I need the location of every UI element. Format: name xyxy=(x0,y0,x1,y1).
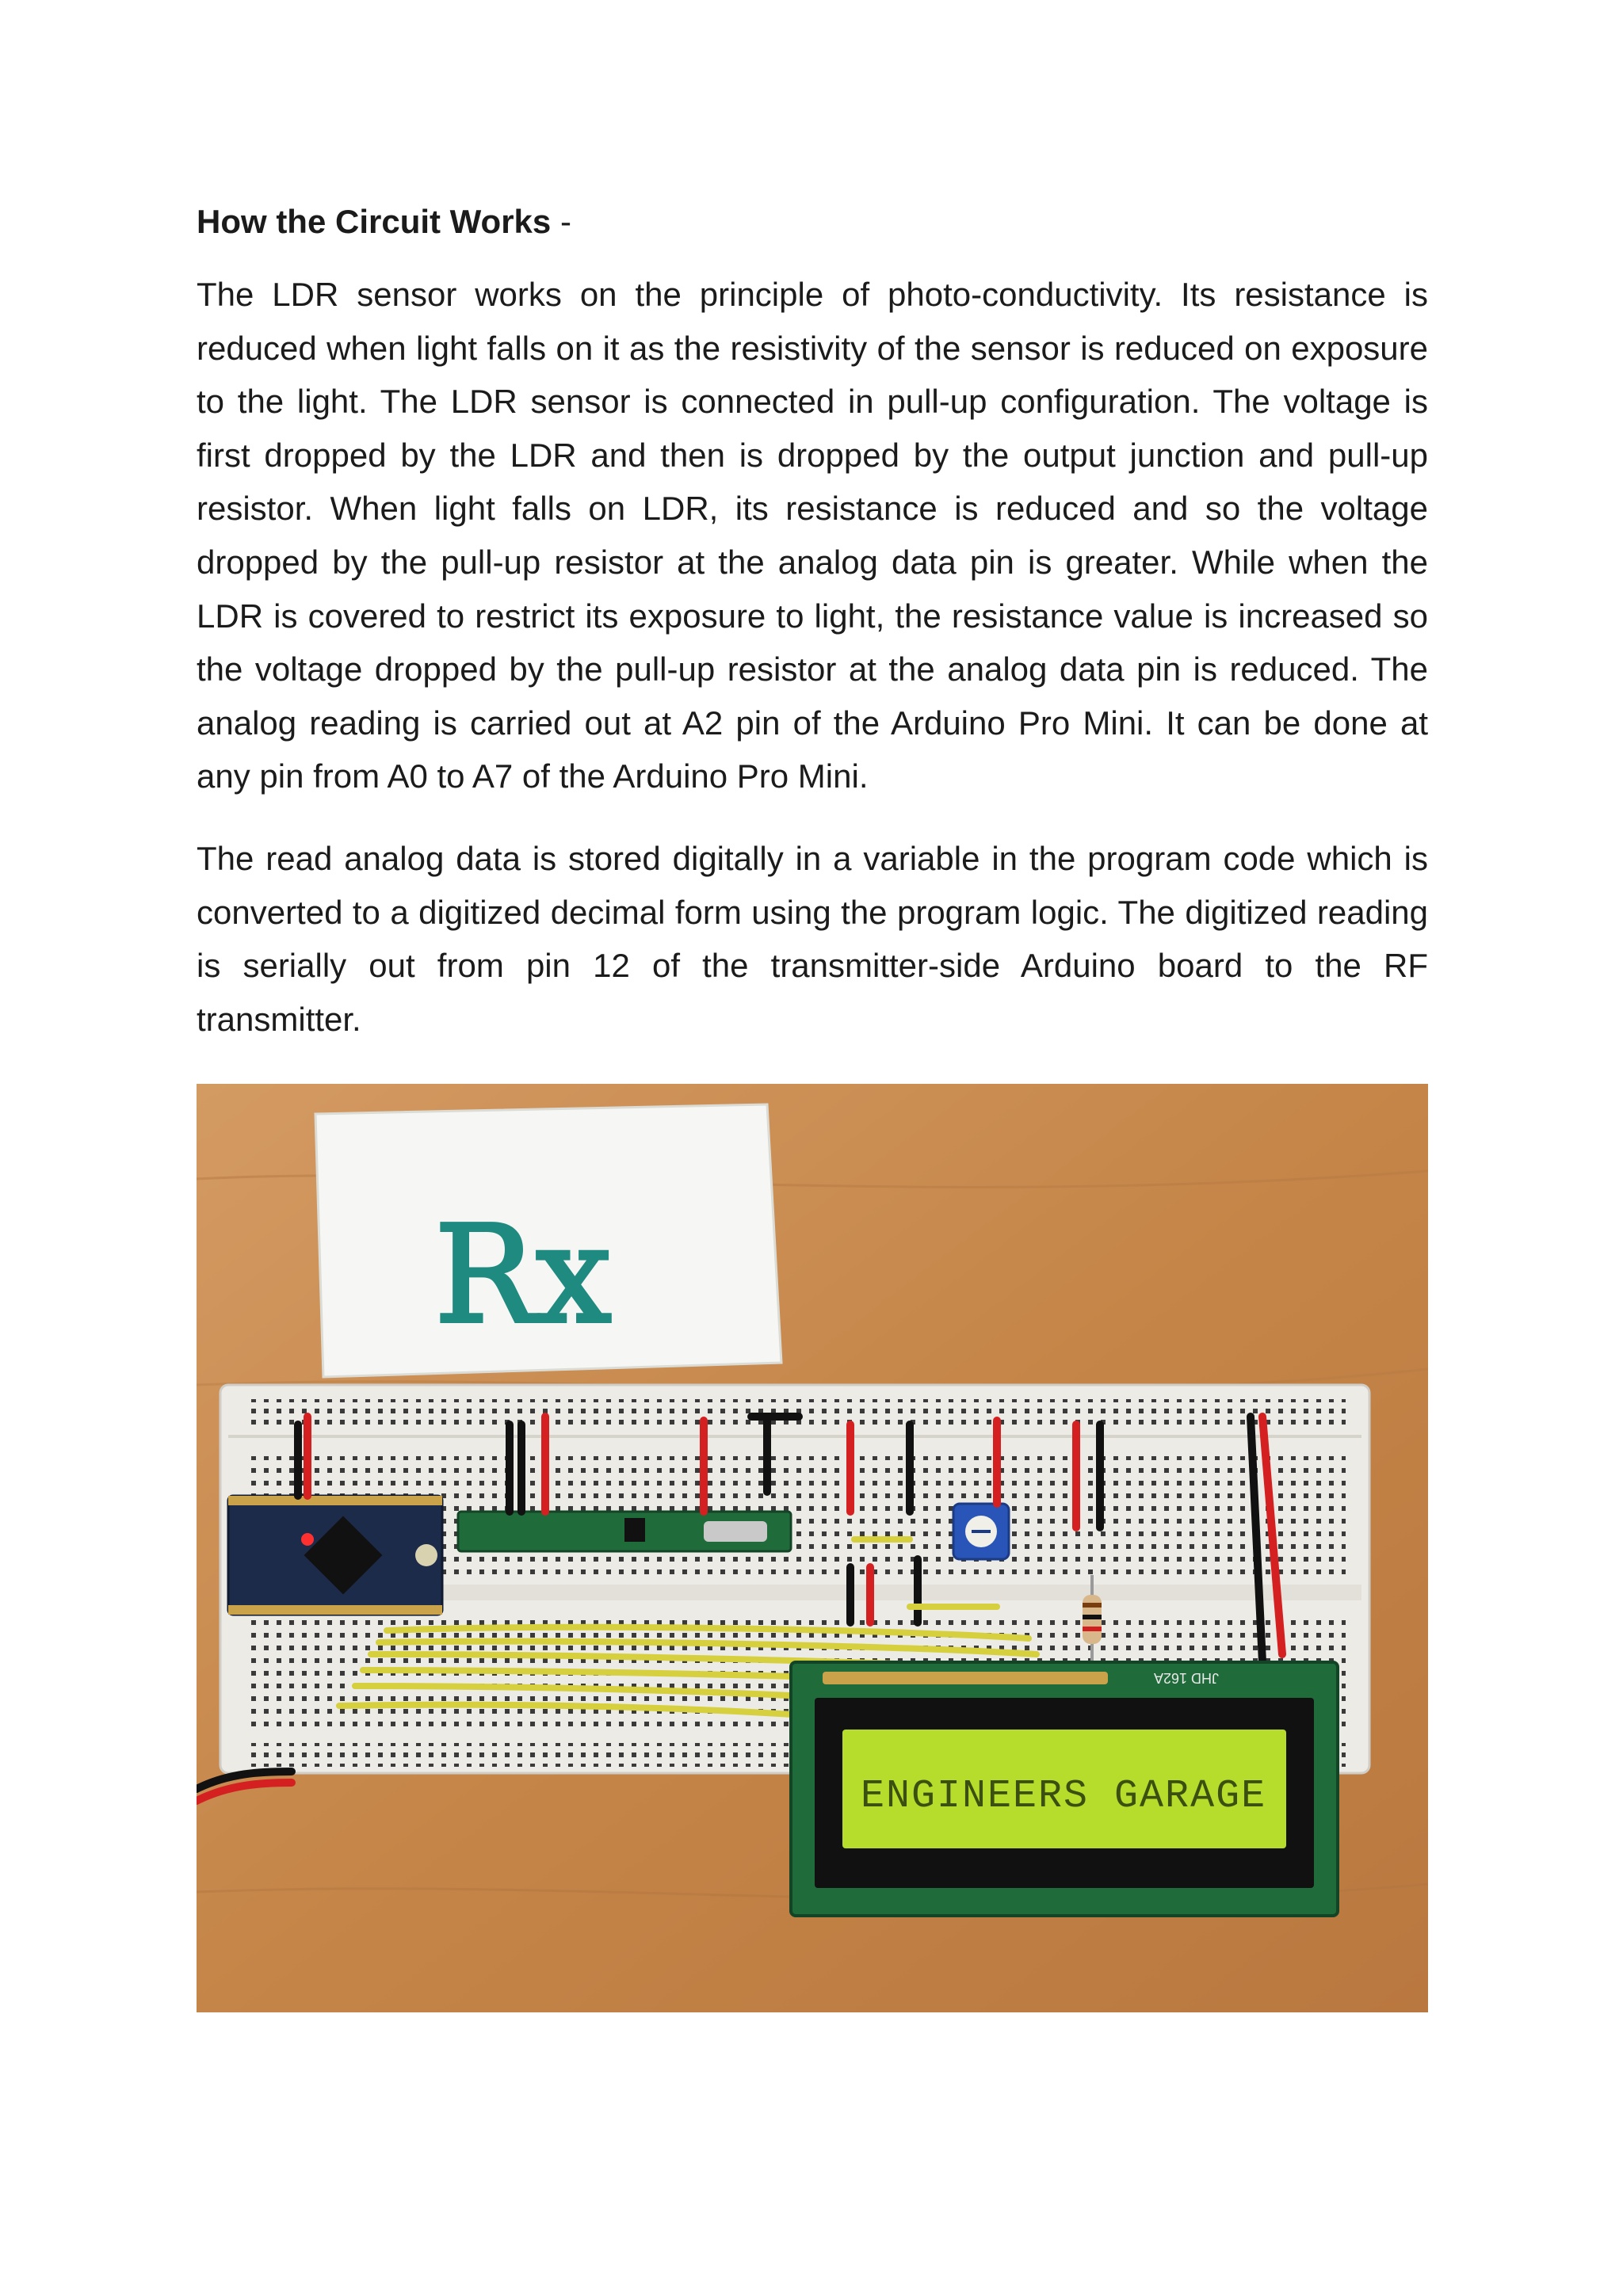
circuit-photo-illustration xyxy=(197,1084,1428,2012)
lcd-module xyxy=(791,1662,1338,1916)
paragraph-1: The LDR sensor works on the principle of photo-conductivity. Its resistance is reduced when light falls on it as the resistivity of the sensor is reduced on exposure to the light. The LDR sensor is connected in pull-up configuration. The voltage is first dropped by the LDR and then is dropped by the output junction and pull-up resistor. When light falls on LDR, its resistance is reduced and so the voltage dropped by the pull-up resistor at the analog data pin is greater. While when the LDR is covered to restrict its exposure to light, the resistance value is increased so the voltage dropped by the pull-up resistor at the analog data pin is reduced. The analog reading is carried out at A2 pin of the Arduino Pro Mini. It can be done at any pin from A0 to A7 of the Arduino Pro Mini. xyxy=(197,276,1428,795)
rf-receiver-module xyxy=(458,1512,791,1551)
lcd-model-label: JHD 162A xyxy=(1153,1670,1219,1686)
potentiometer xyxy=(953,1504,1009,1559)
paragraph-2: The read analog data is stored digitally in a variable in the program code which is converted to a digitized decimal form using the program logic. The digitized reading is serially out from pin 12 of the transmitter-side Arduino board to the RF transmitter. xyxy=(197,839,1428,1038)
circuit-photo xyxy=(197,1084,1428,2012)
arduino-pro-mini xyxy=(228,1496,442,1615)
heading-title: How the Circuit Works xyxy=(197,203,552,240)
rx-card-label: Rx xyxy=(434,1197,612,1354)
heading-suffix: - xyxy=(551,203,571,240)
text-body xyxy=(197,196,1428,1074)
lcd-display-text: ENGINEERS GARAGE xyxy=(861,1774,1267,1819)
section-heading xyxy=(197,196,1428,247)
rx-card xyxy=(315,1104,781,1377)
